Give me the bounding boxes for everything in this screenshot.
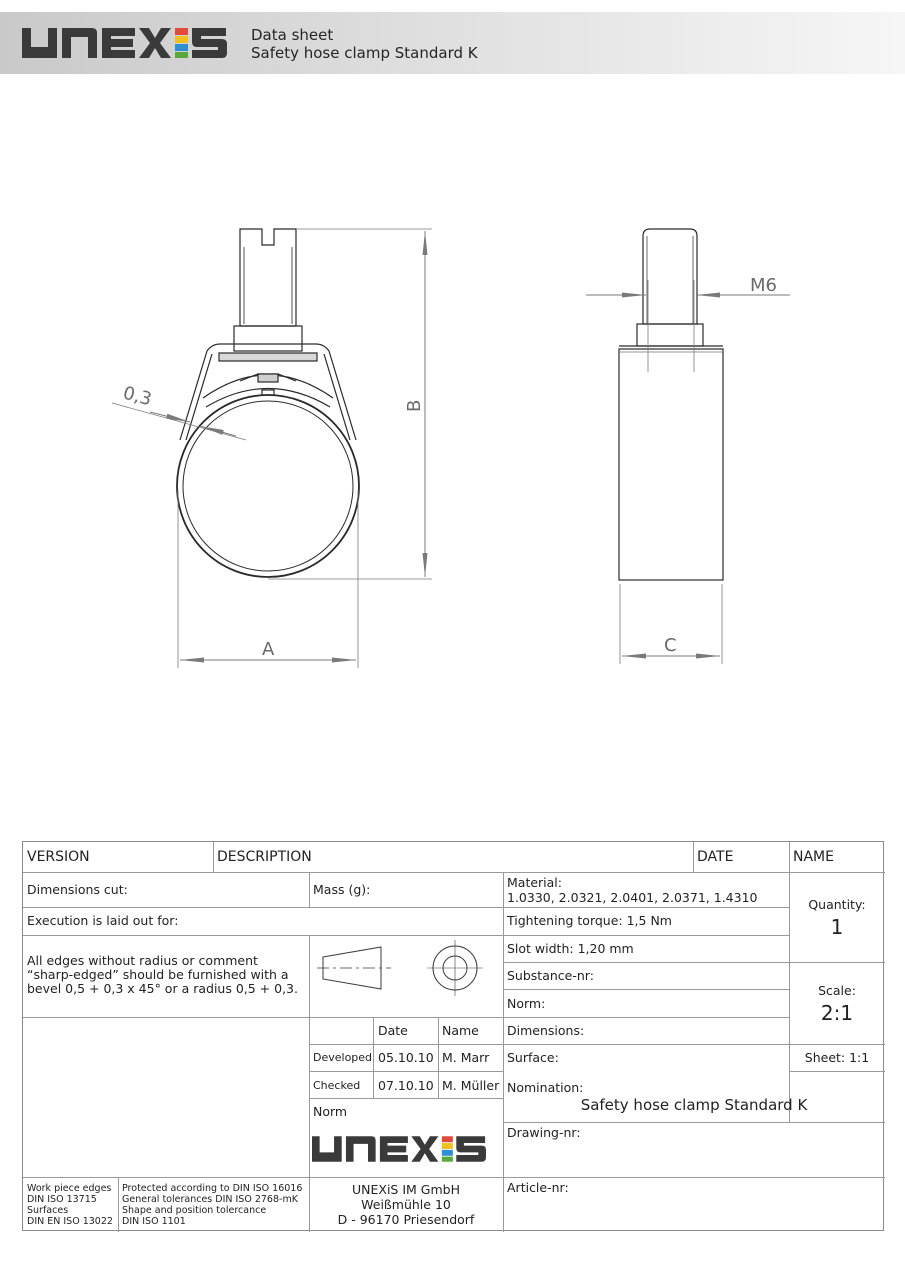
- developed-date: 05.10.10: [378, 1050, 434, 1065]
- title-block: [22, 841, 884, 1231]
- approval-name-header: Name: [442, 1023, 479, 1038]
- front-view: [177, 229, 359, 577]
- dimensions-label: Dimensions:: [507, 1023, 585, 1038]
- projection-symbol: [309, 935, 503, 1017]
- dimensions-cut: Dimensions cut:: [27, 882, 128, 897]
- thickness-dimension: [112, 383, 246, 440]
- depth-dimension: [620, 584, 722, 664]
- tightening-torque: Tightening torque: 1,5 Nm: [507, 913, 672, 928]
- standards-left: Work piece edges DIN ISO 13715 Surfaces DIN EN ISO 13022: [27, 1183, 113, 1227]
- edges-note: All edges without radius or comment “sharp-edged” should be furnished with a bevel 0,5 + 0,3 x 45° or a radius 0,5 + 0,3.: [27, 953, 298, 996]
- company-address: UNEXiS IM GmbH Weißmühle 10 D - 96170 Priesendorf: [337, 1182, 475, 1227]
- scale-value: 2:1: [820, 1001, 854, 1025]
- standards-right: Protected according to DIN ISO 16016 General tolerances DIN ISO 2768-mK Shape and position tolercance DIN ISO 1101: [122, 1183, 303, 1227]
- thickness-label: 0,3: [120, 382, 154, 411]
- norm-right: Norm:: [507, 996, 546, 1011]
- version-header: VERSION: [27, 849, 90, 865]
- date-header: DATE: [697, 849, 734, 865]
- quantity-label: Quantity:: [808, 897, 866, 912]
- approval-date-header: Date: [378, 1023, 408, 1038]
- substance-nr: Substance-nr:: [507, 968, 594, 983]
- material-label: Material:: [507, 875, 562, 890]
- side-view: [619, 229, 723, 580]
- unexis-logo-footer: [312, 1136, 497, 1162]
- mass-label: Mass (g):: [313, 882, 371, 897]
- description-header: DESCRIPTION: [217, 849, 312, 865]
- depth-label: C: [664, 635, 677, 656]
- height-label: B: [404, 399, 425, 412]
- norm-label: Norm: [313, 1104, 348, 1119]
- quantity-value: 1: [830, 915, 844, 939]
- sheet-label: Sheet: 1:1: [804, 1050, 870, 1065]
- developed-label: Developed: [313, 1051, 373, 1064]
- checked-label: Checked: [313, 1079, 361, 1092]
- nomination-label: Nomination:: [507, 1080, 584, 1095]
- scale-label: Scale:: [818, 983, 856, 998]
- nomination-value: Safety hose clamp Standard K: [580, 1096, 808, 1114]
- material-value: 1.0330, 2.0321, 2.0401, 2.0371, 1.4310: [507, 890, 758, 905]
- checked-name: M. Müller: [442, 1078, 500, 1093]
- doc-title: Safety hose clamp Standard K: [251, 44, 478, 62]
- checked-date: 07.10.10: [378, 1078, 434, 1093]
- article-nr: Article-nr:: [507, 1180, 569, 1195]
- name-header: NAME: [793, 849, 834, 865]
- execution-label: Execution is laid out for:: [27, 913, 179, 928]
- surface-label: Surface:: [507, 1050, 559, 1065]
- slot-width: Slot width: 1,20 mm: [507, 941, 634, 956]
- width-label: A: [262, 639, 275, 660]
- drawing-nr: Drawing-nr:: [507, 1125, 581, 1140]
- developed-name: M. Marr: [442, 1050, 490, 1065]
- doc-type: Data sheet: [251, 26, 334, 44]
- thread-label: M6: [750, 275, 777, 296]
